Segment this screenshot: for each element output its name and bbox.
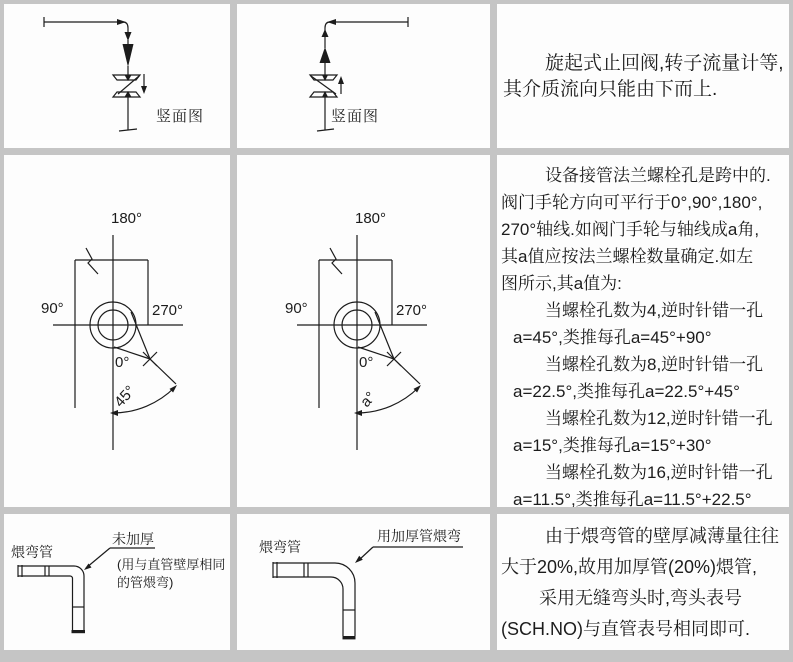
angle-label-180: 180° [111,210,143,227]
elevation-diagram-up-flow [237,4,490,148]
elevation-view-label: 竖面图 [156,108,205,125]
note-line: 270°轴线.如阀门手轮与轴线成a角, [501,220,760,239]
flange-bolt-hole-diagram-45 [4,155,230,507]
note-line: a=45°,类推每孔a=45°+90° [513,328,712,347]
note-line: 采用无缝弯头时,弯头表号 [539,588,742,608]
note-line: 设备接管法兰螺栓孔是跨中的. [545,166,771,185]
note-line: a=22.5°,类推每孔a=22.5°+45° [513,382,740,401]
bent-pipe-label: 煨弯管 [259,539,301,555]
angle-label-90: 90° [41,300,64,317]
bolt-hole-angle-note [497,155,789,507]
angle-label-270: 270° [396,302,428,319]
note-line: 当螺栓孔数为4,逆时针错一孔 [545,301,764,320]
note-line: 大于20%,故用加厚管(20%)煨管, [501,557,758,577]
pipe-elevation-drawing [4,4,230,148]
handwheel-orientation-drawing [237,155,490,507]
angle-label-0: 0° [359,354,374,371]
angle-label-offset: 45° [111,382,139,411]
note-line: 其a值应按法兰螺栓数量确定.如左 [501,247,754,266]
bent-pipe-note [497,514,789,650]
bent-pipe-label: 煨弯管 [11,544,53,560]
angle-label-180: 180° [355,210,387,227]
pipe-elevation-drawing [237,4,490,148]
note-line: 阀门手轮方向可平行于0°,90°,180°, [501,193,763,212]
check-valve-note [497,4,789,148]
callout-thickened: 用加厚管煨弯 [377,528,461,544]
callout-note-line: (用与直管壁厚相同 [117,557,226,572]
note-line: 当螺栓孔数为12,逆时针错一孔 [545,409,773,428]
bent-pipe-diagram-unthickened [4,514,230,650]
elevation-view-label: 竖面图 [331,108,380,125]
note-line: 其介质流向只能由下而上. [503,79,718,100]
bent-pipe-diagram-thickened [237,514,490,650]
note-line: 当螺栓孔数为8,逆时针错一孔 [545,355,764,374]
angle-label-0: 0° [115,354,130,371]
note-line: 由于煨弯管的壁厚减薄量往往 [545,526,779,546]
flange-bolt-hole-diagram-a [237,155,490,507]
angle-label-270: 270° [152,302,184,319]
note-line: 图所示,其a值为: [501,274,622,293]
note-line: 旋起式止回阀,转子流量计等, [545,53,784,74]
callout-unthickened: 未加厚 [112,531,154,547]
elevation-diagram-down-flow [4,4,230,148]
note-line: (SCH.NO)与直管表号相同即可. [501,619,750,639]
handwheel-orientation-drawing [4,155,230,507]
angle-label-offset: a° [357,388,380,411]
note-line: 当螺栓孔数为16,逆时针错一孔 [545,463,773,482]
callout-note-line: 的管煨弯) [117,575,174,590]
angle-label-90: 90° [285,300,308,317]
note-line: a=11.5°,类推每孔a=11.5°+22.5° [513,490,752,507]
note-line: a=15°,类推每孔a=15°+30° [513,436,712,455]
